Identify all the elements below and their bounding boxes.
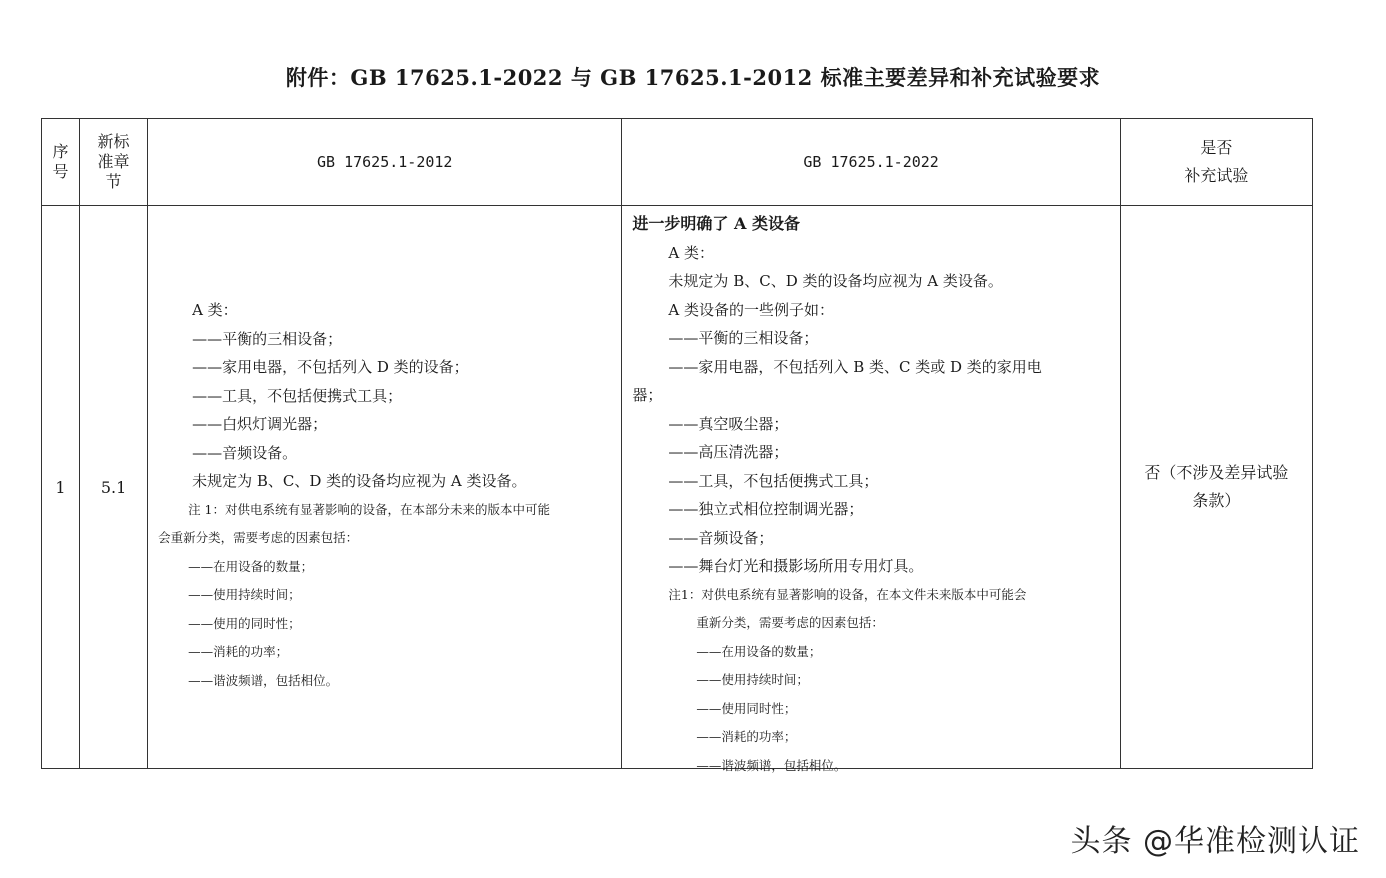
header-supplement [1120, 119, 1312, 206]
supplement-line: 否（不涉及差异试验 [1144, 463, 1289, 482]
header-seq [42, 119, 80, 206]
text-line: ——舞台灯光和摄影场所用专用灯具。 [668, 557, 924, 575]
cell-supplement [1120, 206, 1312, 769]
text-line: ——音频设备。 [192, 443, 298, 462]
table-row [42, 206, 1313, 769]
text-line: ——谐波频谱，包括相位。 [696, 757, 847, 773]
text-line: 未规定为 B、C、D 类的设备均应视为 A 类设备。 [668, 272, 1003, 290]
header-new-standard: GB 17625.1-2022 [622, 119, 1120, 206]
text-line: ——使用同时性； [696, 700, 797, 716]
text-line: A 类： [668, 243, 715, 262]
header-seq-line: 序 [52, 142, 69, 161]
document-title: 附件：GB 17625.1-2022 与 GB 17625.1-2012 标准主要差异和补充试验要求 [285, 65, 1101, 90]
text-line: 注1：对供电系统有显著影响的设备，在本文件未来版本中可能会 [668, 586, 1027, 602]
text-line: ——在用设备的数量； [188, 558, 314, 574]
text-line: ——在用设备的数量； [696, 643, 822, 659]
text-line: ——工具，不包括便携式工具； [668, 471, 879, 490]
text-line: ——谐波频谱，包括相位。 [188, 672, 339, 688]
text-line: ——平衡的三相设备； [668, 329, 819, 347]
text-line: ——使用持续时间； [188, 587, 301, 602]
table-header-row [42, 119, 1313, 206]
text-line: ——使用持续时间； [696, 672, 809, 687]
text-line: ——工具，不包括便携式工具； [192, 386, 403, 405]
text-line: ——家用电器，不包括列入 D 类的设备； [192, 358, 469, 376]
text-line: ——平衡的三相设备； [192, 329, 343, 348]
header-supplement-line: 补充试验 [1184, 166, 1249, 185]
new-standard-lines [622, 210, 1119, 780]
cell-new-standard-text [622, 206, 1120, 773]
cell-clause: 5.1 [80, 206, 148, 769]
text-line: 器； [632, 386, 663, 404]
text-line: 未规定为 B、C、D 类的设备均应视为 A 类设备。 [192, 472, 527, 490]
supplement-line: 条款） [1192, 491, 1241, 510]
text-line: ——白炽灯调光器； [192, 415, 328, 433]
comparison-table [41, 118, 1313, 773]
text-line: 注 1：对供电系统有显著影响的设备，在本部分未来的版本中可能 [188, 501, 550, 517]
text-line: 会重新分类，需要考虑的因素包括： [158, 530, 359, 545]
supplement-conclusion [1121, 459, 1312, 515]
watermark: 头条 @华准检测认证 [1070, 824, 1360, 859]
text-line: ——音频设备； [668, 528, 774, 547]
text-line: ——家用电器，不包括列入 B 类、C 类或 D 类的家用电 [668, 357, 1042, 376]
text-line: A 类设备的一些例子如： [668, 300, 835, 319]
cell-seq: 1 [42, 206, 80, 769]
header-old-standard: GB 17625.1-2012 [148, 119, 622, 206]
text-line: ——消耗的功率； [696, 729, 797, 744]
text-line: 重新分类，需要考虑的因素包括： [696, 615, 884, 630]
cell-old-standard-text [148, 206, 622, 769]
header-clause-line: 新标 [97, 132, 130, 151]
text-line: ——真空吸尘器； [668, 414, 789, 433]
old-standard-lines [148, 296, 621, 695]
text-line: A 类： [192, 301, 238, 319]
text-line: ——高压清洗器； [668, 443, 789, 461]
header-seq-line: 号 [52, 162, 69, 181]
text-line: ——使用的同时性； [188, 615, 301, 631]
header-clause-line: 节 [105, 172, 122, 191]
text-line: 进一步明确了 A 类设备 [632, 214, 800, 233]
header-supplement-line: 是否 [1200, 138, 1233, 157]
header-clause [80, 119, 148, 206]
header-clause-line: 准章 [97, 152, 130, 171]
text-line: ——消耗的功率； [188, 644, 289, 659]
text-line: ——独立式相位控制调光器； [668, 500, 864, 518]
